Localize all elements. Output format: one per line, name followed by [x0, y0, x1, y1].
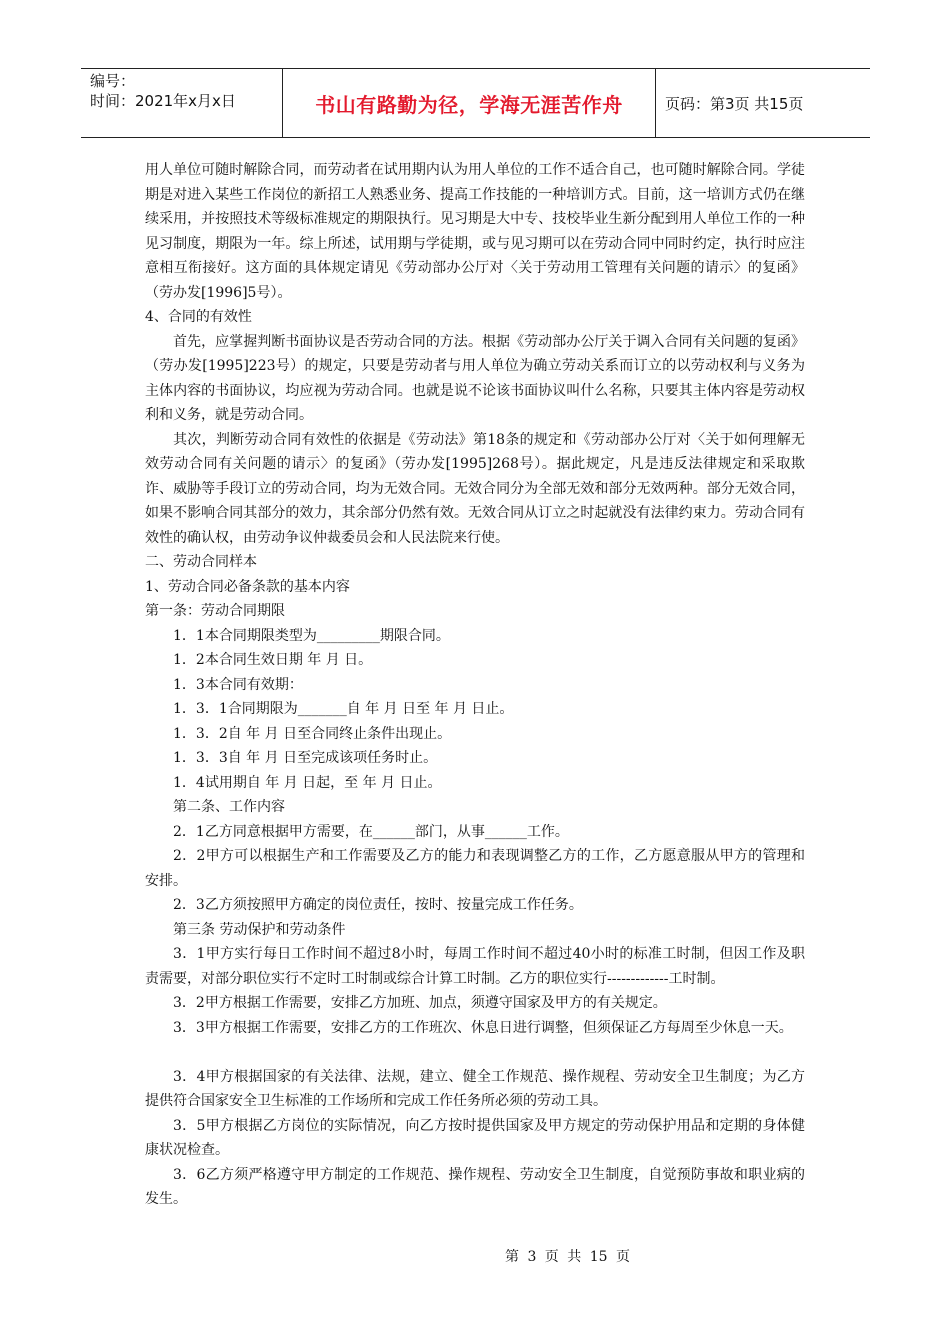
clause-3-2: 3．2甲方根据工作需要，安排乙方加班、加点，须遵守国家及甲方的有关规定。: [173, 995, 667, 1011]
header-motto: 书山有路勤为径，学海无涯苦作舟: [283, 69, 656, 137]
clause-3-5: 3．5甲方根据乙方岗位的实际情况，向乙方按时提供国家及甲方规定的劳动保护用品和定期的身体健康状况检查。: [145, 1117, 805, 1158]
page-footer: 第 3 页 共 15 页: [505, 1249, 630, 1265]
article-heading-work: 第二条、工作内容: [173, 799, 285, 815]
paragraph-probation: 用人单位可随时解除合同，而劳动者在试用期内认为用人单位的工作不适合自己，也可随时解除合同。学徒期是对进入某些工作岗位的新招工人熟悉业务、提高工作技能的一种培训方式。目前，这一培训方式仍在继续采用，并按照技术等级标准规定的期限执行。见习期是大中专、技校毕业生新分配到用人单位工作的一种见习制度，期限为一年。综上所述，试用期与学徒期，或与见习期可以在劳动合同中同时约定，执行时应注意相互衔接好。这方面的具体规定请见《劳动部办公厅对〈关于劳动用工管理有关问题的请示〉的复函》（劳办发[1996]5号）。: [145, 162, 805, 301]
header-meta: [81, 69, 283, 137]
clause-1-4: 1．4试用期自 年 月 日起，至 年 月 日止。: [173, 774, 442, 791]
section-heading-sample: 二、劳动合同样本: [145, 554, 257, 570]
clause-1-2: 1．2本合同生效日期 年 月 日。: [173, 652, 373, 668]
clause-3-1: 3．1甲方实行每日工作时间不超过8小时，每周工作时间不超过40小时的标准工时制，但因工作及职责需要，对部分职位实行不定时工时制或综合计算工时制。乙方的职位实行-------------工时制。: [145, 946, 805, 987]
clause-2-3: 2．3乙方须按照甲方确定的岗位责任，按时、按量完成工作任务。: [173, 897, 583, 913]
paragraph-validity-first: 首先，应掌握判断书面协议是否劳动合同的方法。根据《劳动部办公厅关于调入合同有关问题的复函》（劳办发[1995]223号）的规定，只要是劳动者与用人单位为确立劳动关系而订立的以劳动权利与义务为主体内容的书面协议，均应视为劳动合同。也就是说不论该书面协议叫什么名称，只要其主体内容是劳动权利和义务，就是劳动合同。: [145, 333, 805, 423]
document-time-label: 时间：2021年x月x日: [90, 92, 236, 110]
document-number-label: 编号：: [90, 72, 136, 90]
clause-2-1: 2．1乙方同意根据甲方需要，在______部门，从事______工作。: [173, 823, 569, 840]
clause-3-6: 3．6乙方须严格遵守甲方制定的工作规范、操作规程、劳动安全卫生制度，自觉预防事故和职业病的发生。: [145, 1166, 805, 1207]
document-body: [145, 158, 805, 1212]
article-heading-term: 第一条：劳动合同期限: [145, 603, 285, 619]
section-heading-required-clauses: 1、劳动合同必备条款的基本内容: [145, 578, 350, 595]
blank-line: [145, 1040, 805, 1065]
clause-1-1: 1．1本合同期限类型为_________期限合同。: [173, 627, 450, 644]
clause-3-4: 3．4甲方根据国家的有关法律、法规，建立、健全工作规范、操作规程、劳动安全卫生制度；为乙方提供符合国家安全卫生标准的工作场所和完成工作任务所必须的劳动工具。: [145, 1068, 805, 1109]
paragraph-validity-second: 其次，判断劳动合同有效性的依据是《劳动法》第18条的规定和《劳动部办公厅对〈关于如何理解无效劳动合同有关问题的请示〉的复函》（劳办发[1995]268号）。据此规定，凡是违反法律规定和采取欺诈、威胁等手段订立的劳动合同，均为无效合同。无效合同分为全部无效和部分无效两种。部分无效合同，如果不影响合同其部分的效力，其余部分仍然有效。无效合同从订立之时起就没有法律约束力。劳动合同有效性的确认权，由劳动争议仲裁委员会和人民法院来行使。: [145, 431, 805, 546]
header-page-number: 页码：第3页 共15页: [665, 94, 804, 113]
page-header: [81, 68, 870, 138]
clause-2-2: 2．2甲方可以根据生产和工作需要及乙方的能力和表现调整乙方的工作，乙方愿意服从甲方的管理和安排。: [145, 848, 805, 889]
clause-3-3: 3．3甲方根据工作需要，安排乙方的工作班次、休息日进行调整，但须保证乙方每周至少休息一天。: [173, 1019, 793, 1036]
clause-1-3-2: 1．3．2自 年 月 日至合同终止条件出现止。: [173, 725, 452, 742]
clause-1-3: 1．3本合同有效期：: [173, 676, 303, 693]
clause-1-3-3: 1．3．3自 年 月 日至完成该项任务时止。: [173, 750, 438, 766]
section-heading-validity: 4、合同的有效性: [145, 309, 252, 325]
clause-1-3-1: 1．3．1合同期限为_______自 年 月 日至 年 月 日止。: [173, 701, 514, 717]
article-heading-protection: 第三条 劳动保护和劳动条件: [173, 921, 346, 938]
